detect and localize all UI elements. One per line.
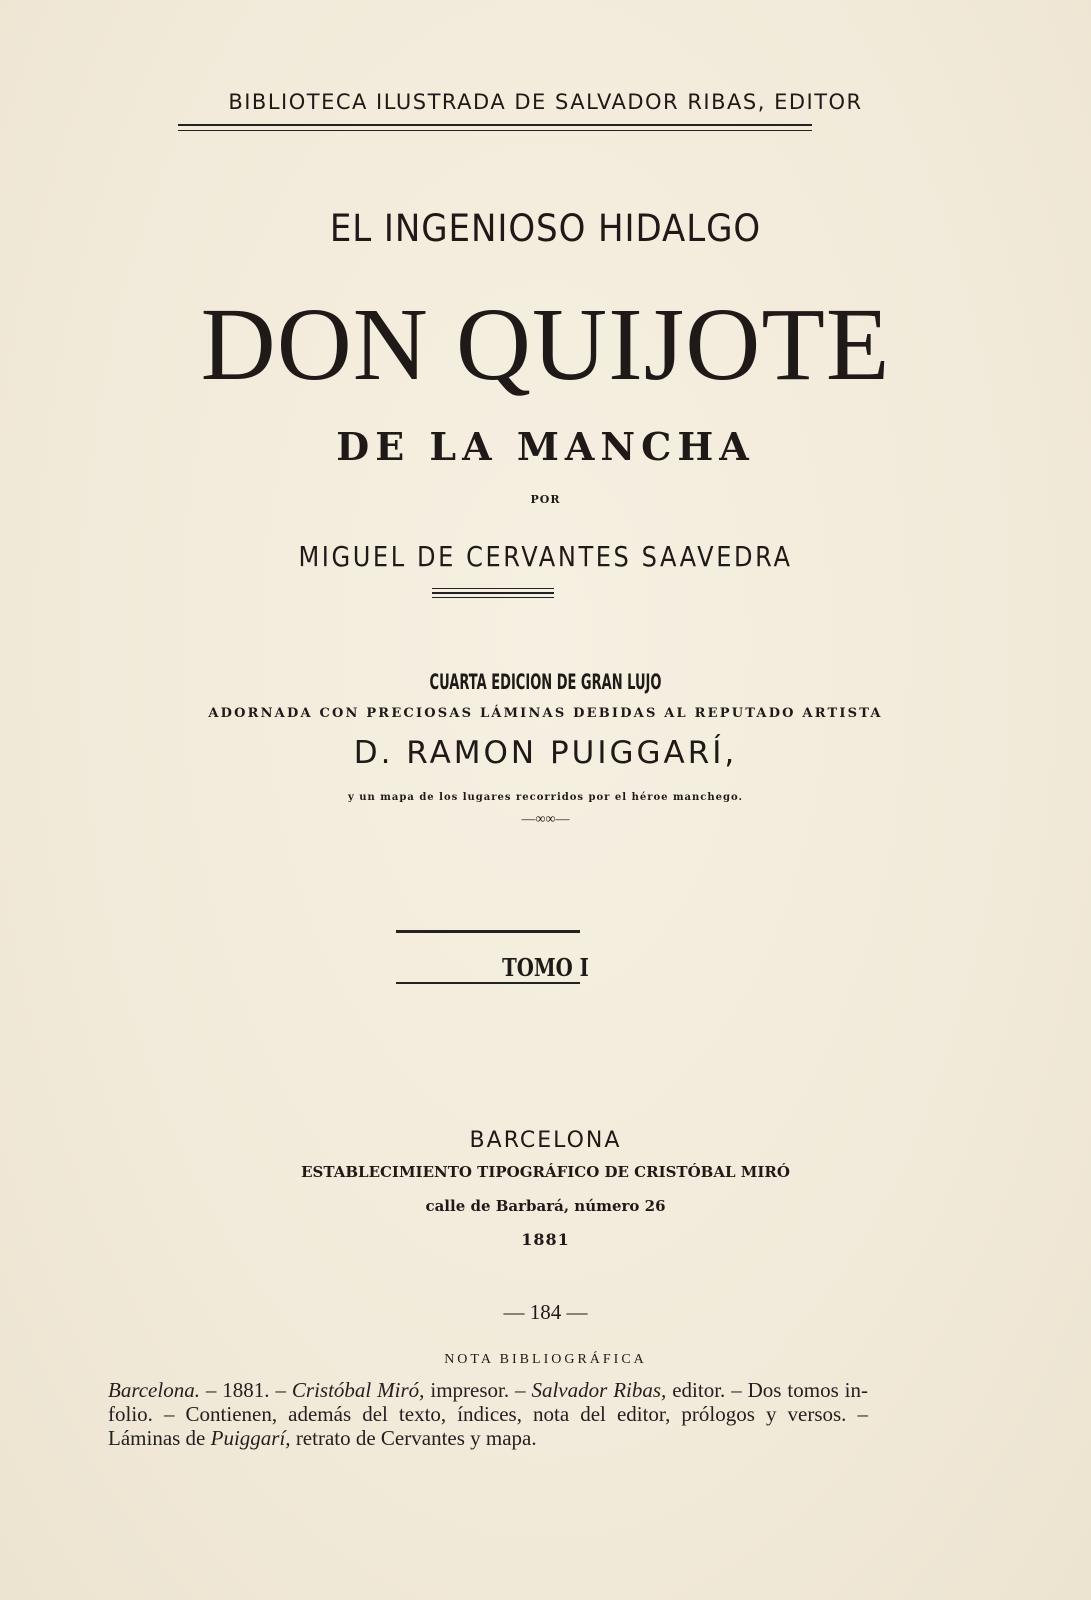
map-line: y un mapa de los lugares recorridos por el héroe manchego.: [347, 792, 744, 803]
by-label: POR: [530, 493, 561, 506]
nota-part-8: retrato de Cervantes y mapa.: [290, 1426, 537, 1450]
artist-name: D. RAMON PUIGGARÍ,: [353, 735, 738, 771]
illustrations-line: ADORNADA CON PRECIOSAS LÁMINAS DEBIDAS AL REPUTADO ARTISTA: [208, 706, 883, 721]
imprint-year: 1881: [521, 1230, 570, 1249]
author-rule-3: [432, 597, 554, 598]
nota-part-3: Cristóbal Miró,: [291, 1378, 425, 1402]
volume-rule-bottom: [396, 982, 580, 984]
nota-part-4: impresor. –: [424, 1378, 532, 1402]
page-number: — 184 —: [503, 1300, 588, 1324]
title-line-1: EL INGENIOSO HIDALGO: [329, 207, 762, 250]
series-rule-bottom: [178, 130, 812, 131]
ornament: —∞∞—: [521, 812, 570, 827]
nota-part-2: – 1881. –: [199, 1378, 292, 1402]
imprint-city: BARCELONA: [469, 1128, 622, 1153]
volume-rule-top: [396, 930, 580, 933]
title-main: DON QUIJOTE: [200, 287, 891, 402]
edition-line: CUARTA EDICION DE GRAN LUJO: [429, 670, 662, 694]
series-rule-top: [178, 124, 812, 126]
nota-part-7: Puiggarí,: [210, 1426, 291, 1450]
nota-title: NOTA BIBLIOGRÁFICA: [444, 1352, 647, 1367]
nota-part-1: Barcelona.: [108, 1378, 200, 1402]
imprint-street: calle de Barbará, número 26: [425, 1197, 666, 1215]
nota-part-5: Salvador Ribas,: [531, 1378, 667, 1402]
author-rule-2: [432, 592, 554, 594]
title-line-3: DE LA MANCHA: [336, 424, 755, 469]
nota-part-6: editor. – Dos tomos in-folio. – Contienen, además del texto, índices, nota del editor, prólogos y versos. – Láminas de: [108, 1378, 868, 1450]
author-name: MIGUEL DE CERVANTES SAAVEDRA: [298, 540, 793, 573]
nota-bibliografica: [108, 1378, 868, 1450]
author-rule-1: [432, 588, 554, 589]
volume-label: TOMO I: [502, 953, 589, 982]
series-line: BIBLIOTECA ILUSTRADA DE SALVADOR RIBAS, EDITOR: [228, 90, 863, 114]
imprint-printer: ESTABLECIMIENTO TIPOGRÁFICO DE CRISTÓBAL MIRÓ: [301, 1163, 790, 1181]
